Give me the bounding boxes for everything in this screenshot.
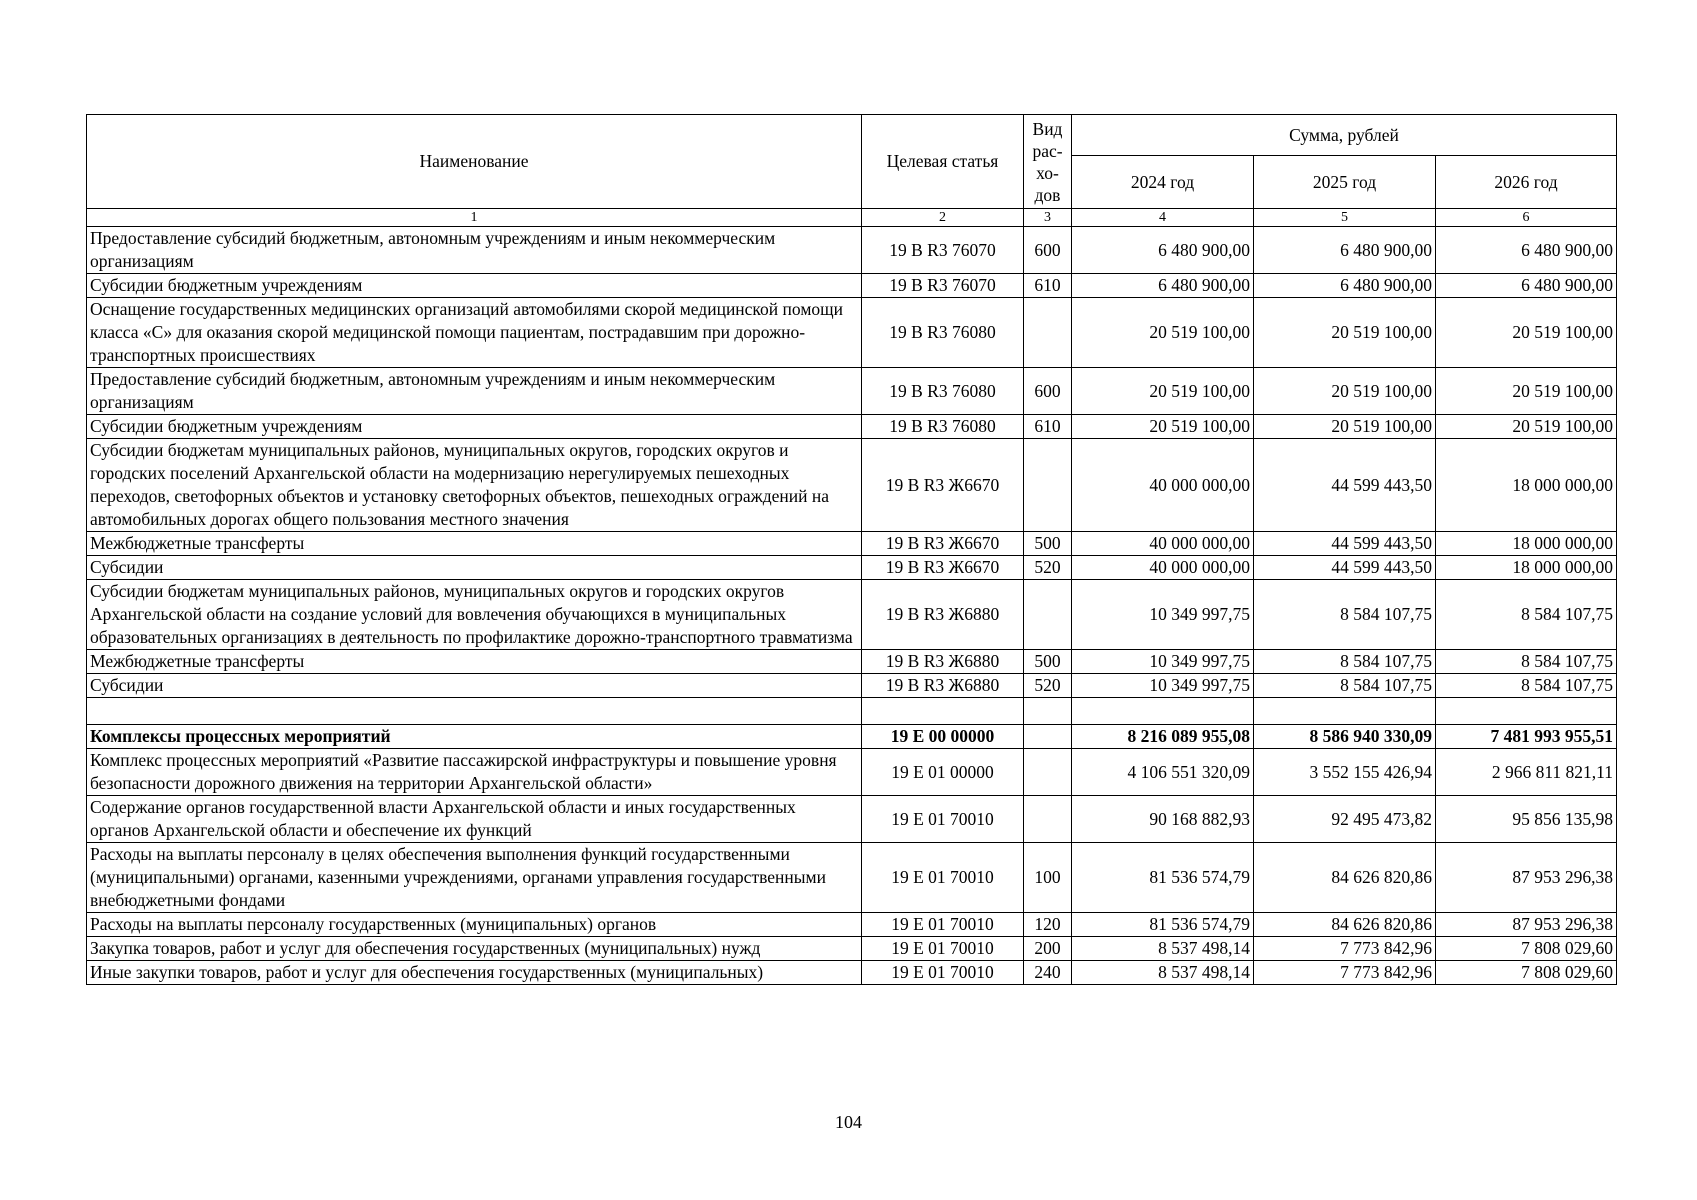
row-expense-type-cell: 600	[1024, 368, 1072, 415]
row-sum-2024-cell: 40 000 000,00	[1072, 556, 1254, 580]
row-name-cell: Комплекс процессных мероприятий «Развитие пассажирской инфраструктуры и повышение уровня безопасности дорожного движения на территории Архангельской области»	[87, 749, 862, 796]
row-name-cell: Субсидии	[87, 556, 862, 580]
row-expense-type-cell	[1024, 796, 1072, 843]
table-row	[87, 556, 1617, 580]
row-expense-type-cell	[1024, 749, 1072, 796]
row-sum-2026-cell: 95 856 135,98	[1436, 796, 1617, 843]
row-sum-2025-cell: 20 519 100,00	[1254, 298, 1436, 368]
row-sum-2024-cell: 4 106 551 320,09	[1072, 749, 1254, 796]
row-expense-type-cell	[1024, 580, 1072, 650]
row-name-cell: Предоставление субсидий бюджетным, автономным учреждениям и иным некоммерческим организациям	[87, 227, 862, 274]
row-expense-type-cell: 200	[1024, 937, 1072, 961]
row-name-cell: Предоставление субсидий бюджетным, автономным учреждениям и иным некоммерческим организациям	[87, 368, 862, 415]
row-sum-2025-cell	[1254, 698, 1436, 725]
row-name-cell: Субсидии	[87, 674, 862, 698]
column-number: 4	[1072, 209, 1254, 227]
row-expense-type-cell: 610	[1024, 415, 1072, 439]
row-sum-2026-cell: 7 808 029,60	[1436, 937, 1617, 961]
row-sum-2024-cell: 10 349 997,75	[1072, 650, 1254, 674]
row-target-article-cell: 19 Е 01 00000	[862, 749, 1024, 796]
row-sum-2024-cell: 81 536 574,79	[1072, 843, 1254, 913]
row-name-cell	[87, 698, 862, 725]
row-expense-type-cell	[1024, 698, 1072, 725]
row-sum-2025-cell: 8 584 107,75	[1254, 650, 1436, 674]
row-target-article-cell: 19 Е 01 70010	[862, 843, 1024, 913]
row-expense-type-cell	[1024, 298, 1072, 368]
row-sum-2026-cell: 7 808 029,60	[1436, 961, 1617, 985]
row-expense-type-cell	[1024, 725, 1072, 749]
row-sum-2025-cell: 84 626 820,86	[1254, 843, 1436, 913]
row-target-article-cell: 19 В R3 76070	[862, 274, 1024, 298]
row-expense-type-cell: 520	[1024, 674, 1072, 698]
row-sum-2025-cell: 20 519 100,00	[1254, 415, 1436, 439]
table-row	[87, 843, 1617, 913]
row-target-article-cell: 19 В R3 Ж6670	[862, 532, 1024, 556]
row-sum-2024-cell: 40 000 000,00	[1072, 439, 1254, 532]
row-sum-2025-cell: 44 599 443,50	[1254, 556, 1436, 580]
row-target-article-cell: 19 Е 00 00000	[862, 725, 1024, 749]
column-number: 6	[1436, 209, 1617, 227]
table-row	[87, 532, 1617, 556]
row-sum-2024-cell: 8 537 498,14	[1072, 961, 1254, 985]
column-number-row	[87, 209, 1617, 227]
row-sum-2026-cell: 8 584 107,75	[1436, 580, 1617, 650]
row-sum-2025-cell: 8 586 940 330,09	[1254, 725, 1436, 749]
row-sum-2026-cell: 18 000 000,00	[1436, 532, 1617, 556]
row-expense-type-cell: 120	[1024, 913, 1072, 937]
table-row	[87, 698, 1617, 725]
header-name: Наименование	[87, 115, 862, 209]
table-row	[87, 650, 1617, 674]
row-name-cell: Субсидии бюджетным учреждениям	[87, 415, 862, 439]
header-year-2026: 2026 год	[1436, 156, 1617, 209]
table-body	[87, 227, 1617, 985]
column-number: 2	[862, 209, 1024, 227]
table-row	[87, 937, 1617, 961]
header-year-2024: 2024 год	[1072, 156, 1254, 209]
row-sum-2024-cell: 20 519 100,00	[1072, 415, 1254, 439]
row-sum-2024-cell: 20 519 100,00	[1072, 368, 1254, 415]
row-sum-2025-cell: 44 599 443,50	[1254, 439, 1436, 532]
row-sum-2026-cell: 20 519 100,00	[1436, 298, 1617, 368]
row-sum-2025-cell: 6 480 900,00	[1254, 227, 1436, 274]
column-number: 3	[1024, 209, 1072, 227]
row-target-article-cell: 19 Е 01 70010	[862, 937, 1024, 961]
row-sum-2026-cell: 18 000 000,00	[1436, 439, 1617, 532]
row-name-cell: Закупка товаров, работ и услуг для обеспечения государственных (муниципальных) нужд	[87, 937, 862, 961]
row-name-cell: Субсидии бюджетным учреждениям	[87, 274, 862, 298]
row-target-article-cell: 19 В R3 76080	[862, 368, 1024, 415]
table-row	[87, 961, 1617, 985]
row-sum-2026-cell: 18 000 000,00	[1436, 556, 1617, 580]
column-number: 5	[1254, 209, 1436, 227]
header-year-2025: 2025 год	[1254, 156, 1436, 209]
row-sum-2026-cell: 87 953 296,38	[1436, 843, 1617, 913]
row-sum-2026-cell: 6 480 900,00	[1436, 274, 1617, 298]
row-sum-2025-cell: 44 599 443,50	[1254, 532, 1436, 556]
row-sum-2026-cell: 87 953 296,38	[1436, 913, 1617, 937]
row-name-cell: Комплексы процессных мероприятий	[87, 725, 862, 749]
row-target-article-cell: 19 В R3 Ж6880	[862, 650, 1024, 674]
row-sum-2026-cell: 20 519 100,00	[1436, 415, 1617, 439]
row-sum-2025-cell: 8 584 107,75	[1254, 674, 1436, 698]
row-target-article-cell: 19 Е 01 70010	[862, 961, 1024, 985]
header-sum: Сумма, рублей	[1072, 115, 1617, 156]
row-name-cell: Оснащение государственных медицинских организаций автомобилями скорой медицинской помощи класса «С» для оказания скорой медицинской помощи пациентам, пострадавшим при дорожно-транспортных происшествиях	[87, 298, 862, 368]
row-sum-2025-cell: 7 773 842,96	[1254, 937, 1436, 961]
row-name-cell: Расходы на выплаты персоналу государственных (муниципальных) органов	[87, 913, 862, 937]
row-sum-2024-cell	[1072, 698, 1254, 725]
table-row	[87, 725, 1617, 749]
header-expense-type: Вид рас-хо-дов	[1024, 115, 1072, 209]
row-sum-2025-cell: 6 480 900,00	[1254, 274, 1436, 298]
row-name-cell: Содержание органов государственной власти Архангельской области и иных государственных органов Архангельской области и обеспечение их функций	[87, 796, 862, 843]
row-sum-2025-cell: 8 584 107,75	[1254, 580, 1436, 650]
table-row	[87, 298, 1617, 368]
row-name-cell: Субсидии бюджетам муниципальных районов, муниципальных округов, городских округов и городских поселений Архангельской области на модернизацию нерегулируемых пешеходных переходов, светофорных объектов и установку светофорных объектов, пешеходных ограждений на автомобильных дорогах общего пользования местного значения	[87, 439, 862, 532]
row-expense-type-cell: 240	[1024, 961, 1072, 985]
row-sum-2024-cell: 6 480 900,00	[1072, 227, 1254, 274]
row-sum-2025-cell: 92 495 473,82	[1254, 796, 1436, 843]
row-sum-2024-cell: 10 349 997,75	[1072, 580, 1254, 650]
row-target-article-cell: 19 В R3 Ж6880	[862, 674, 1024, 698]
row-expense-type-cell	[1024, 439, 1072, 532]
table-row	[87, 439, 1617, 532]
row-sum-2026-cell: 2 966 811 821,11	[1436, 749, 1617, 796]
column-number: 1	[87, 209, 862, 227]
row-sum-2026-cell: 8 584 107,75	[1436, 674, 1617, 698]
row-sum-2026-cell	[1436, 698, 1617, 725]
table-row	[87, 368, 1617, 415]
row-target-article-cell: 19 В R3 Ж6670	[862, 556, 1024, 580]
table-row	[87, 227, 1617, 274]
row-sum-2025-cell: 7 773 842,96	[1254, 961, 1436, 985]
table-row	[87, 674, 1617, 698]
row-target-article-cell: 19 В R3 76080	[862, 298, 1024, 368]
row-target-article-cell: 19 В R3 76070	[862, 227, 1024, 274]
row-name-cell: Иные закупки товаров, работ и услуг для обеспечения государственных (муниципальных)	[87, 961, 862, 985]
row-sum-2024-cell: 6 480 900,00	[1072, 274, 1254, 298]
row-sum-2024-cell: 90 168 882,93	[1072, 796, 1254, 843]
row-target-article-cell	[862, 698, 1024, 725]
table-row	[87, 796, 1617, 843]
page-number: 104	[835, 1112, 862, 1132]
row-expense-type-cell: 500	[1024, 532, 1072, 556]
row-sum-2024-cell: 81 536 574,79	[1072, 913, 1254, 937]
row-sum-2026-cell: 7 481 993 955,51	[1436, 725, 1617, 749]
row-target-article-cell: 19 В R3 Ж6670	[862, 439, 1024, 532]
row-expense-type-cell: 520	[1024, 556, 1072, 580]
row-target-article-cell: 19 В R3 76080	[862, 415, 1024, 439]
row-expense-type-cell: 600	[1024, 227, 1072, 274]
budget-table	[86, 114, 1617, 985]
row-expense-type-cell: 100	[1024, 843, 1072, 913]
table-row	[87, 913, 1617, 937]
row-sum-2025-cell: 3 552 155 426,94	[1254, 749, 1436, 796]
row-sum-2025-cell: 84 626 820,86	[1254, 913, 1436, 937]
row-name-cell: Субсидии бюджетам муниципальных районов, муниципальных округов и городских округов Архангельской области на создание условий для вовлечения обучающихся в муниципальных образовательных организациях в деятельность по профилактике дорожно-транспортного травматизма	[87, 580, 862, 650]
table-row	[87, 580, 1617, 650]
row-name-cell: Межбюджетные трансферты	[87, 532, 862, 556]
row-sum-2026-cell: 20 519 100,00	[1436, 368, 1617, 415]
table-row	[87, 415, 1617, 439]
row-name-cell: Межбюджетные трансферты	[87, 650, 862, 674]
row-sum-2024-cell: 40 000 000,00	[1072, 532, 1254, 556]
row-expense-type-cell: 610	[1024, 274, 1072, 298]
row-sum-2024-cell: 8 537 498,14	[1072, 937, 1254, 961]
row-target-article-cell: 19 Е 01 70010	[862, 796, 1024, 843]
row-name-cell: Расходы на выплаты персоналу в целях обеспечения выполнения функций государственными (муниципальными) органами, казенными учреждениями, органами управления государственными внебюджетными фондами	[87, 843, 862, 913]
table-row	[87, 274, 1617, 298]
row-sum-2024-cell: 10 349 997,75	[1072, 674, 1254, 698]
row-sum-2025-cell: 20 519 100,00	[1254, 368, 1436, 415]
table-row	[87, 749, 1617, 796]
row-target-article-cell: 19 В R3 Ж6880	[862, 580, 1024, 650]
row-target-article-cell: 19 Е 01 70010	[862, 913, 1024, 937]
row-expense-type-cell: 500	[1024, 650, 1072, 674]
row-sum-2024-cell: 8 216 089 955,08	[1072, 725, 1254, 749]
header-row	[87, 115, 1617, 156]
header-target-article: Целевая статья	[862, 115, 1024, 209]
row-sum-2026-cell: 6 480 900,00	[1436, 227, 1617, 274]
row-sum-2026-cell: 8 584 107,75	[1436, 650, 1617, 674]
row-sum-2024-cell: 20 519 100,00	[1072, 298, 1254, 368]
